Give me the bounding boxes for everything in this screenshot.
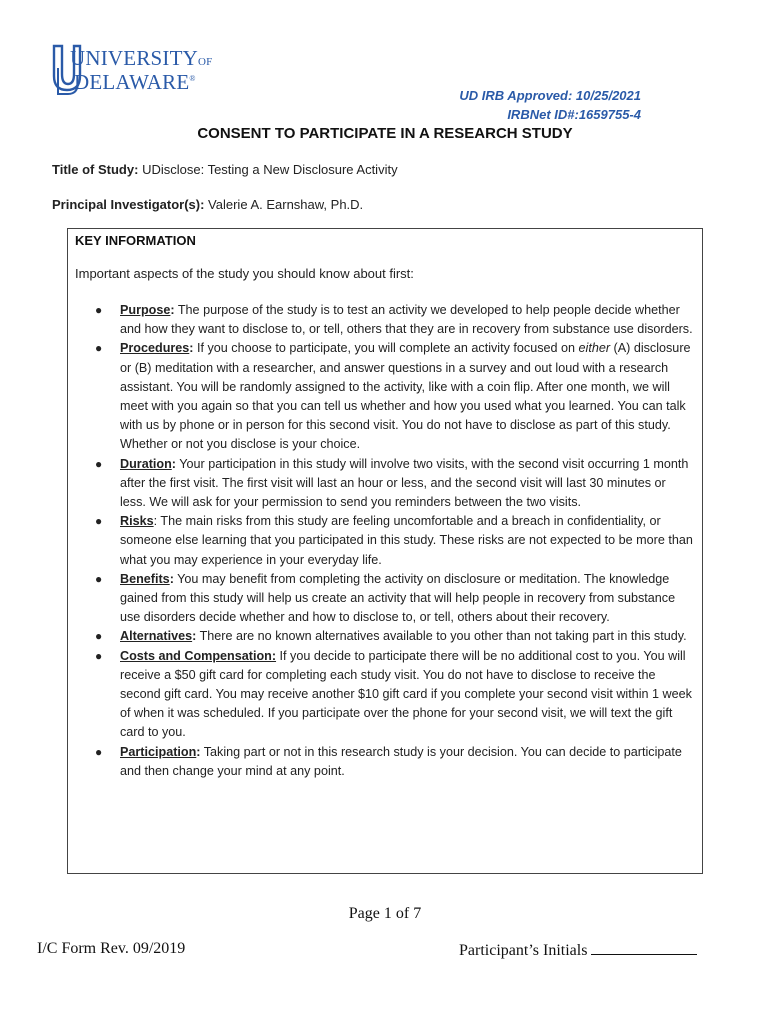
bullet-icon: ●	[95, 514, 103, 529]
key-information-intro: Important aspects of the study you should know about first:	[75, 266, 414, 281]
logo-university-text: UNIVERSITYOF	[70, 46, 213, 70]
list-item-duration: ● Duration: Your participation in this study will involve two visits, with the second visit occurring 1 month after the first visit. The first visit will last an hour or less, and the second visit will last 30 minutes or less. We will ask for your permission to send you reminders between the two visits.	[95, 456, 689, 510]
study-title-value: UDisclose: Testing a New Disclosure Activity	[142, 162, 398, 177]
document-title: CONSENT TO PARTICIPATE IN A RESEARCH STUDY	[197, 125, 573, 142]
bullet-icon: ●	[95, 341, 103, 356]
pi-label: Principal Investigator(s):	[52, 197, 205, 212]
list-item-procedures: ● Procedures: If you choose to participate, you will complete an activity focused on either (A) disclosure or (B) meditation with a researcher, and answer questions in a survey and out loud with a research assistant. You will be randomly assigned to the activity, like with a coin flip. After one month, we will meet with you again so that you can tell us whether and how you used what you learned. You can talk with us by phone or in person for this second visit. You do not have to disclose as part of this study. Whether or not you disclose is your choice.	[95, 341, 691, 452]
irb-approved-date: UD IRB Approved: 10/25/2021	[459, 88, 641, 103]
list-item-participation: ● Participation: Taking part or not in this research study is your decision. You can decide to participate and then change your mind at any point.	[95, 744, 682, 778]
bullet-icon: ●	[95, 648, 103, 663]
list-item-costs-compensation: ● Costs and Compensation: If you decide to participate there will be no additional cost to you. You will receive a $50 gift card for completing each study visit. You do not have to disclose to receive the second gift card. You may receive another $10 gift card if you complete your second visit within 1 week of when it was scheduled. If you participate over the phone for your second visit, we will text the gift card to you.	[95, 648, 692, 740]
list-item-benefits: ● Benefits: You may benefit from completing the activity on disclosure or meditation. The knowledge gained from this study will help us create an activity that will help people in recovery from substance use disorders decide whether and how to disclose to, or tell, others about their recovery.	[95, 571, 676, 625]
key-information-heading: KEY INFORMATION	[75, 233, 196, 248]
bullet-icon: ●	[95, 303, 103, 317]
study-title-row	[52, 162, 398, 177]
irbnet-id: IRBNet ID#:1659755-4	[507, 107, 641, 122]
list-item-purpose: ● Purpose: The purpose of the study is to test an activity we developed to help people decide whether and how they want to disclose to, or tell, others that they are in recovery from substance use disorders.	[95, 303, 693, 337]
bullet-icon: ●	[95, 571, 103, 586]
bullet-icon: ●	[95, 456, 103, 471]
participant-initials	[459, 940, 697, 960]
university-logo	[52, 44, 213, 100]
key-information-box	[67, 228, 703, 874]
study-title-label: Title of Study:	[52, 162, 139, 177]
irb-approval	[459, 86, 641, 124]
page-number: Page 1 of 7	[348, 905, 422, 922]
logo-delaware-text: DELAWARE®	[74, 70, 196, 94]
key-information-list	[95, 301, 695, 781]
bullet-icon: ●	[95, 744, 103, 759]
form-revision: I/C Form Rev. 09/2019	[37, 940, 186, 957]
list-item-risks: ● Risks: The main risks from this study are feeling uncomfortable and a breach in confidentiality, or someone else learning that you participated in this study. These risks are not expected to be more than what you may experience in your everyday life.	[95, 514, 693, 567]
bullet-icon: ●	[95, 629, 103, 644]
list-item-alternatives: ● Alternatives: There are no known alternatives available to you other than not taking part in this study.	[95, 627, 695, 646]
participant-initials-label: Participant’s Initials	[459, 942, 588, 959]
pi-value: Valerie A. Earnshaw, Ph.D.	[208, 197, 364, 212]
initials-field[interactable]	[591, 940, 697, 955]
principal-investigator-row	[52, 197, 363, 212]
